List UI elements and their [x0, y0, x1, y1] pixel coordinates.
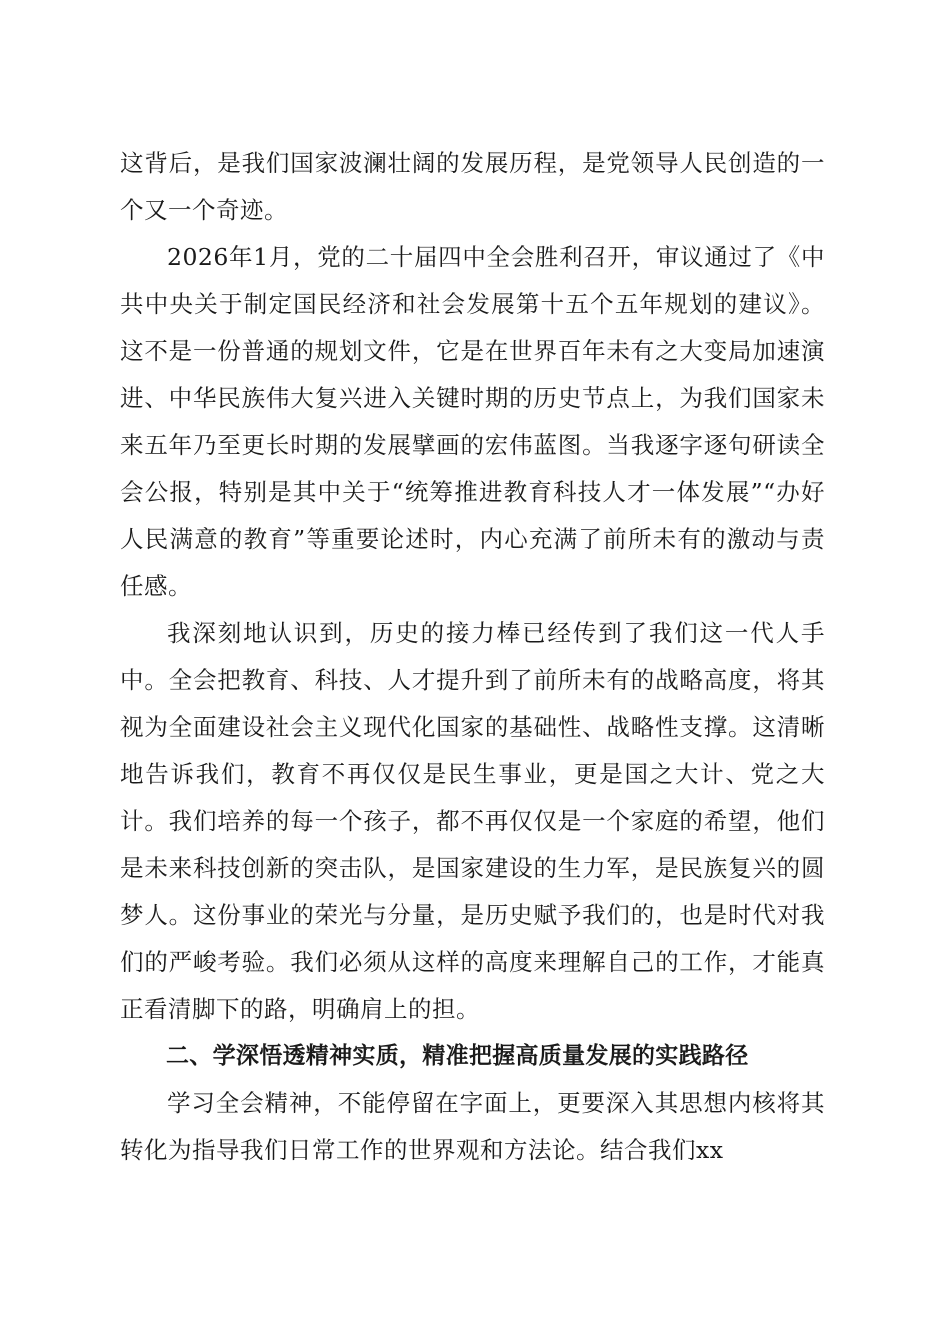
paragraph-historical-mission: 我深刻地认识到，历史的接力棒已经传到了我们这一代人手中。全会把教育、科技、人才提升到了前所未有的战略高度，将其视为全面建设社会主义现代化国家的基础性、战略性支撑。这清晰地告诉我们，教育不再仅仅是民生事业，更是国之大计、党之大计。我们培养的每一个孩子，都不再仅仅是一个家庭的希望，他们是未来科技创新的突击队，是国家建设的生力军，是民族复兴的圆梦人。这份事业的荣光与分量，是历史赋予我们的，也是时代对我们的严峻考验。我们必须从这样的高度来理解自己的工作，才能真正看清脚下的路，明确肩上的担。 [120, 619, 825, 1023]
paragraph-study-spirit: 学习全会精神，不能停留在字面上，更要深入其思想内核将其转化为指导我们日常工作的世界观和方法论。结合我们xx [120, 1089, 825, 1164]
document-body [120, 140, 825, 1174]
section-heading: 二、学深悟透精神实质，精准把握高质量发展的实践路径 [166, 1043, 749, 1069]
paragraph-plenary-session: 2026年1月，党的二十届四中全会胜利召开，审议通过了《中共中央关于制定国民经济和社会发展第十五个五年规划的建议》。这不是一份普通的规划文件，它是在世界百年未有之大变局加速演进、中华民族伟大复兴进入关键时期的历史节点上，为我们国家未来五年乃至更长时期的发展擘画的宏伟蓝图。当我逐字逐句研读全会公报，特别是其中关于“统筹推进教育科技人才一体发展”“办好人民满意的教育”等重要论述时，内心充满了前所未有的激动与责任感。 [120, 243, 825, 600]
paragraph-intro: 这背后，是我们国家波澜壮阔的发展历程，是党领导人民创造的一个又一个奇迹。 [120, 149, 825, 224]
